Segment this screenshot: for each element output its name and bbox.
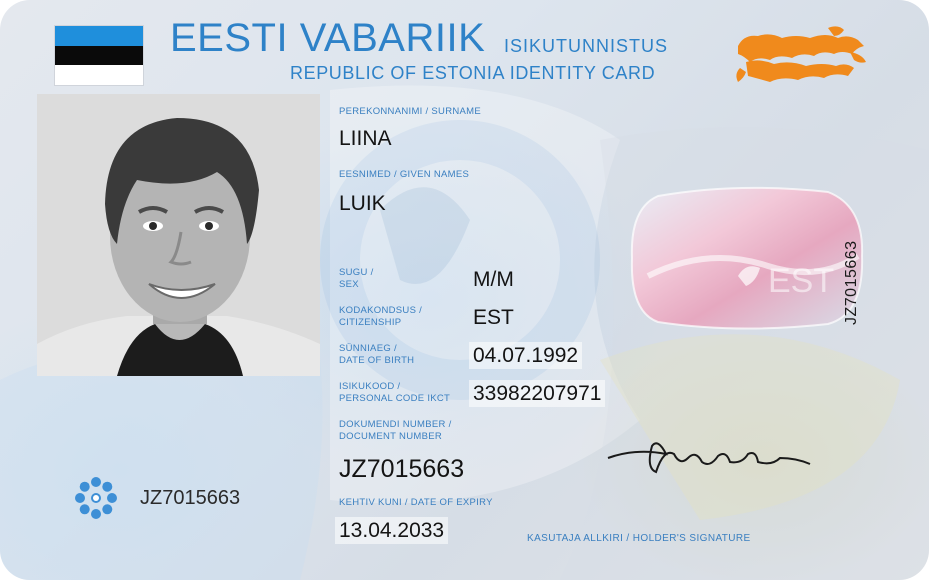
given-names-label: EESNIMED / GIVEN NAMES xyxy=(339,169,470,180)
sex-label-english: SEX xyxy=(339,279,359,290)
hologram-text: EST xyxy=(768,262,835,300)
surname-label: PEREKONNANIMI / SURNAME xyxy=(339,106,482,117)
personal-code-value: 33982207971 xyxy=(469,380,605,407)
lions-coat-of-arms-icon xyxy=(730,24,870,86)
dob-value: 04.07.1992 xyxy=(469,342,582,369)
secondary-document-number: JZ7015663 xyxy=(140,487,241,509)
document-number-value: JZ7015663 xyxy=(339,455,465,483)
signature-label: KASUTAJA ALLKIRI / HOLDER'S SIGNATURE xyxy=(527,533,751,544)
vertical-document-number: JZ7015663 xyxy=(843,240,860,325)
cornflower-icon xyxy=(72,474,120,522)
dob-label-english: DATE OF BIRTH xyxy=(339,355,415,366)
citizenship-value: EST xyxy=(473,306,514,329)
personal-code-label-english: PERSONAL CODE IKCT xyxy=(339,393,451,404)
expiry-value: 13.04.2033 xyxy=(335,517,448,544)
doc-type-english: REPUBLIC OF ESTONIA IDENTITY CARD xyxy=(290,63,656,83)
personal-code-label-local: ISIKUKOOD / xyxy=(339,381,401,392)
dob-label-local: SÜNNIAEG / xyxy=(339,343,397,354)
citizenship-label-local: KODAKONDSUS / xyxy=(339,305,423,316)
holder-photo xyxy=(37,94,320,376)
hologram-security-feature xyxy=(628,186,868,330)
document-number-label-english: DOCUMENT NUMBER xyxy=(339,431,443,442)
country-title: EESTI VABARIIK xyxy=(170,16,486,60)
estonian-flag xyxy=(55,26,143,85)
given-names-value: LUIK xyxy=(339,192,386,215)
sex-label-local: SUGU / xyxy=(339,267,374,278)
document-number-label-local: DOKUMENDI NUMBER / xyxy=(339,419,452,430)
citizenship-label-english: CITIZENSHIP xyxy=(339,317,402,328)
surname-value: LIINA xyxy=(339,127,392,150)
sex-value: M/M xyxy=(473,268,514,291)
holder-signature xyxy=(606,428,816,488)
expiry-label: KEHTIV KUNI / DATE OF EXPIRY xyxy=(339,497,493,508)
doc-type-local: ISIKUTUNNISTUS xyxy=(504,36,669,56)
